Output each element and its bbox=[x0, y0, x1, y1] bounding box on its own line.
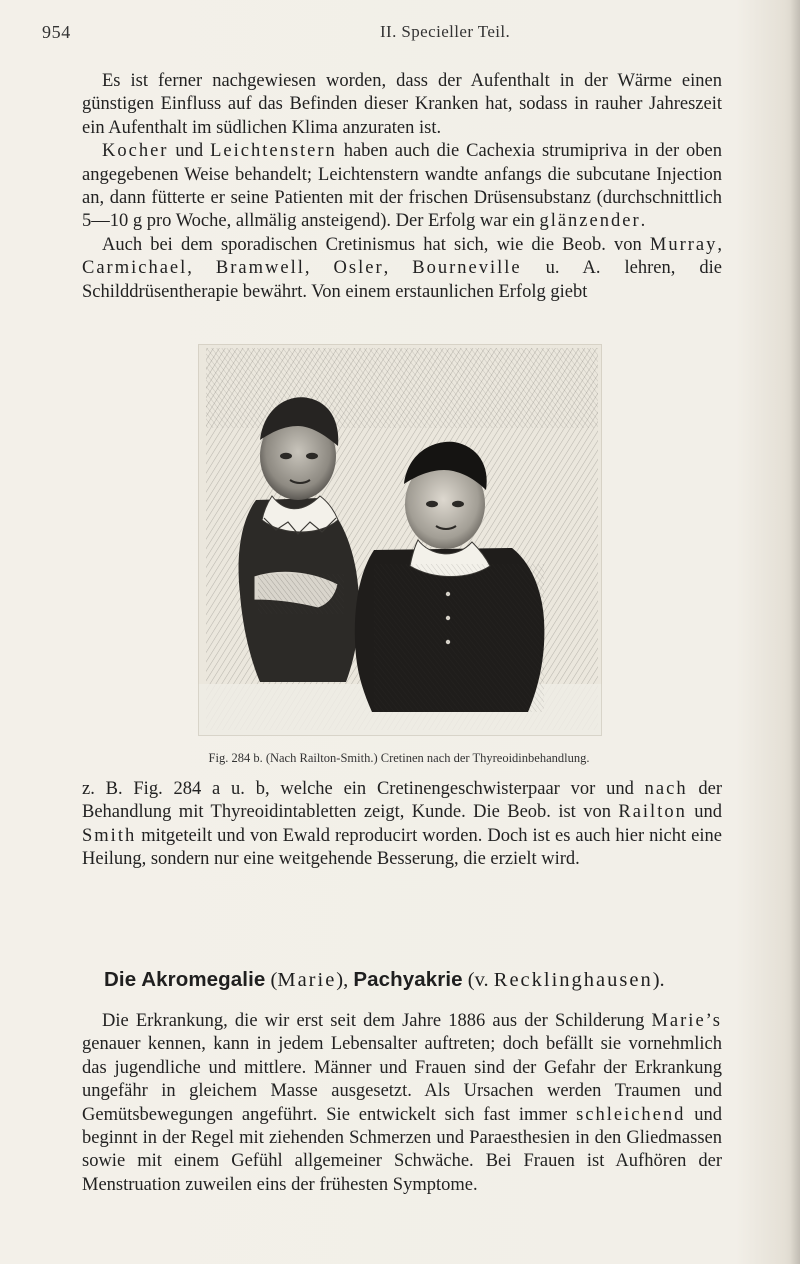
name-kocher: Kocher bbox=[102, 141, 169, 162]
heading-recklinghausen: Recklinghausen bbox=[493, 969, 653, 991]
name-osler: Osler bbox=[333, 258, 384, 279]
text-segment: , bbox=[187, 258, 216, 279]
paragraph-cretinism bbox=[82, 234, 722, 304]
name-leichtenstern: Leichtenstern bbox=[210, 141, 337, 162]
text-block-after-figure bbox=[82, 778, 722, 872]
name-smith: Smith bbox=[82, 825, 137, 846]
right-child-button bbox=[446, 592, 450, 596]
running-head: II. Specieller Teil. bbox=[380, 22, 511, 41]
emphasis-schleichend: schleichend bbox=[576, 1104, 686, 1125]
emphasis-nach: nach bbox=[644, 779, 688, 799]
paragraph-figure-reference bbox=[82, 778, 722, 872]
text-segment: , bbox=[304, 258, 334, 279]
section-heading bbox=[104, 968, 744, 992]
text-segment: u. A. lehren, die Schilddrüsentherapie bewährt. Von einem erstaunlichen Erfolg giebt bbox=[82, 258, 723, 302]
figure-caption: Fig. 284 b. (Nach Railton-Smith.) Cretinen nach der Thyreoidinbehandlung. bbox=[208, 751, 590, 765]
right-child-button bbox=[446, 640, 450, 644]
emphasis-glaenzender: glänzender bbox=[539, 211, 641, 232]
top-texture bbox=[206, 348, 598, 428]
text-block-top bbox=[82, 70, 722, 304]
heading-akromegalie: Die Akromegalie bbox=[104, 968, 266, 991]
page-header bbox=[42, 22, 752, 50]
heading-part: (v. bbox=[462, 969, 494, 991]
page-edge-shadow bbox=[790, 0, 800, 1264]
text-segment: z. B. Fig. 284 a u. b, welche ein Cretinengeschwisterpaar vor und bbox=[82, 779, 645, 799]
name-murray: Murray bbox=[649, 234, 718, 255]
text-segment: . bbox=[640, 211, 646, 232]
heading-part: ( bbox=[265, 969, 278, 991]
text-segment: , bbox=[717, 234, 722, 255]
name-bramwell: Bramwell bbox=[215, 258, 305, 279]
text-segment: mitgeteilt und von Ewald reproducirt worden. Doch ist es auch hier nicht eine Heilung, sondern nur eine weitgehende Besserung, die erzielt wird. bbox=[82, 825, 722, 870]
text-segment: haben auch die Cachexia strumipriva in der oben angegebenen Weise behandelt; Leichtenstern wandte anfangs die subcutane Injection an, dann fütterte er seine Patienten mit der frischen Drüsensubstanz (durchschnittlich 5—10 g pro Woche, allmälig ansteigend). Der Erfolg war ein bbox=[82, 141, 722, 232]
paragraph-cachexia bbox=[82, 140, 722, 234]
name-bourneville: Bourneville bbox=[412, 258, 522, 279]
text-segment: , bbox=[383, 258, 413, 279]
name-carmichael: Carmichael bbox=[82, 258, 188, 279]
name-railton: Railton bbox=[618, 802, 687, 823]
heading-pachyakrie: Pachyakrie bbox=[353, 968, 463, 991]
text-segment: der Behandlung mit Thyreoidintabletten zeigt, Kunde. Die Beob. ist von bbox=[82, 779, 722, 823]
right-child-eye bbox=[452, 501, 464, 507]
right-child-jacket-shading bbox=[374, 564, 544, 712]
paragraph-warmth: Es ist ferner nachgewiesen worden, dass der Aufenthalt in der Wärme einen günstigen Einfluss auf das Befinden dieser Kranken hat, sodass in rauher Jahreszeit ein Aufenthalt im südlichen Klima anzuraten ist. bbox=[82, 71, 722, 138]
text-segment: und bbox=[686, 802, 722, 823]
heading-part: ), bbox=[336, 969, 354, 991]
engraving-image bbox=[198, 344, 602, 736]
name-maries: Marie’s bbox=[651, 1011, 722, 1031]
heading-part: ). bbox=[652, 969, 665, 991]
text-segment: genauer kennen, kann in jedem Lebensalter auftreten; doch befällt sie vornehmlich das jugendliche und mittlere. Männer und Frauen sind der Gefahr der Erkrankung ungefähr in gleichem Masse ausgesetzt. Als Ursachen werden Traumen und Gemütsbewegungen angeführt. Sie entwickelt sich fast immer bbox=[82, 1034, 722, 1125]
left-child-hands-shading bbox=[258, 574, 344, 614]
left-child-eye bbox=[306, 453, 318, 459]
heading-marie: Marie bbox=[277, 969, 337, 991]
figure-cretin-siblings bbox=[198, 344, 602, 736]
paragraph-akromegalie bbox=[82, 1010, 722, 1197]
text-segment: Auch bei dem sporadischen Cretinismus hat sich, wie die Beob. von bbox=[102, 234, 650, 255]
right-child-button bbox=[446, 616, 450, 620]
text-segment: Die Erkrankung, die wir erst seit dem Jahre 1886 aus der Schilderung bbox=[102, 1011, 652, 1031]
text-block-akromegalie bbox=[82, 1010, 722, 1197]
text-segment: und bbox=[168, 141, 211, 162]
right-child-eye bbox=[426, 501, 438, 507]
left-child-eye bbox=[280, 453, 292, 459]
text-segment: und beginnt in der Regel mit ziehenden Schmerzen und Paraesthesien in den Gliedmassen sowie mit einem Gefühl allgemeiner Schwäche. Bei Frauen ist Aufhören der Menstruation zuweilen eins der frühesten Symptome. bbox=[82, 1104, 722, 1195]
page-number: 954 bbox=[42, 22, 71, 42]
